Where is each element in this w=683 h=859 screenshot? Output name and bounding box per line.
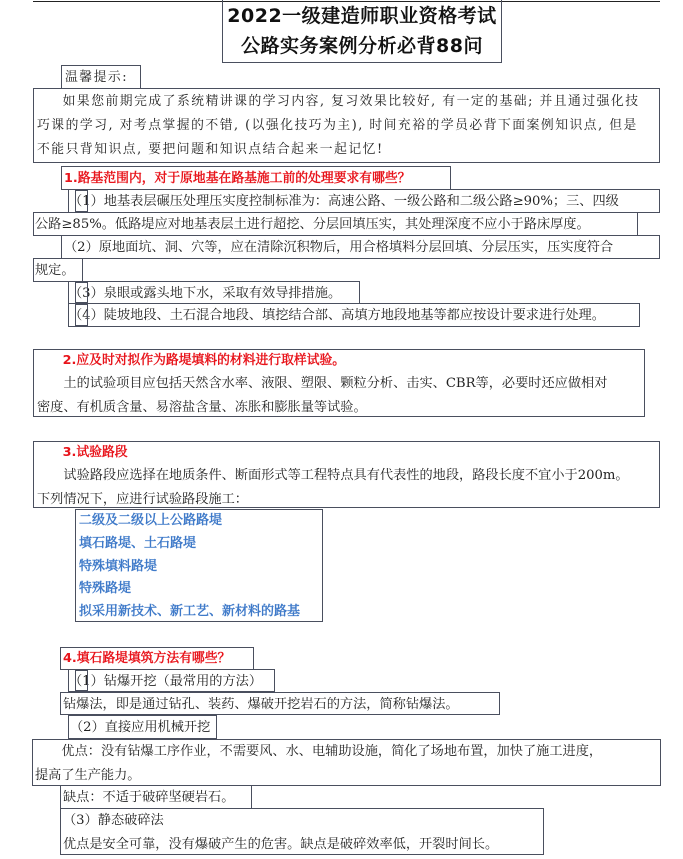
q4-method-3 [60,808,544,855]
document-title [222,0,502,63]
tip-box [33,88,660,163]
q4-method-3-title: （3）静态破碎法 [63,813,164,828]
q4-method-1-desc: 钻爆法，即是通过钻孔、装药、爆破开挖岩石的方法，简称钻爆法。 [60,692,500,715]
q1-item-3-number-box [75,282,88,303]
q1-item-2-line-1: （2）原地面坑、洞、穴等，应在清除沉积物后，用合格填料分层回填、分层压实，压实度符合 [61,235,660,259]
q4-method-1-number-box [75,670,88,691]
q1-item-2-line-2: 规定。 [33,258,83,282]
q3-list-item: 拟采用新技术、新工艺、新材料的路基 [79,604,301,620]
q2-box [33,349,645,417]
q1-heading: 1.路基范围内，对于原地基在路基施工前的处理要求有哪些？ [61,166,451,190]
q4-heading: 4.填石路堤填筑方法有哪些？ [60,647,254,670]
q4-method-2-pros [32,739,661,786]
q1-item-3: （3）泉眼或露头地下水，采取有效导排措施。 [68,281,360,304]
q4-method-2-cons: 缺点：不适于破碎坚硬岩石。 [60,785,252,809]
q4-method-2-title: （2）直接应用机械开挖 [68,715,217,739]
q3-list [75,509,323,622]
q4-method-3-desc: 优点是安全可靠，没有爆破产生的危害。缺点是破碎效率低，开裂时间长。 [63,837,499,852]
q2-line-2: 密度、有机质含量、易溶盐含量、冻胀和膨胀量等试验。 [37,400,367,415]
q1-item-4: （4）陡坡地段、土石混合地段、填挖结合部、高填方地段地基等都应按设计要求进行处理。 [68,303,640,327]
q1-bracket-rule [68,281,76,327]
q4-method-2-pros-line-2: 提高了生产能力。 [35,768,141,783]
q3-box [33,441,660,508]
q4-method-1-title: （1）钻爆开挖（最常用的方法） [68,669,275,692]
tip-line-2: 巧课的学习, 对考点掌握的不错, (以强化技巧为主), 时间充裕的学员必背下面案例知识点, 但是 [37,118,638,133]
q2-heading: 2.应及时对拟作为路堤填料的材料进行取样试验。 [62,353,346,368]
q1-item-4-number-box [75,304,88,326]
tip-line-3: 不能只背知识点, 要把问题和知识点结合起来一起记忆! [37,142,384,157]
tip-label: 温馨提示: [61,65,141,89]
q1-item-1-number-box [75,190,88,212]
title-line-2: 公路实务案例分析必背88问 [241,35,483,57]
q1-item-1-line-1: （1）地基表层碾压处理压实度控制标准为：高速公路、一级公路和二级公路≥90%；三、四级 [68,189,660,213]
q1-item-1-line-2: 公路≥85%。低路堤应对地基表层土进行超挖、分层回填压实，其处理深度不应小于路床厚度。 [33,212,638,236]
q3-list-item: 特殊路堤 [79,581,132,597]
q4-method-2-pros-line-1: 优点：没有钻爆工序作业，不需要风、水、电辅助设施，简化了场地布置，加快了施工进度， [61,744,603,759]
q3-line-2: 下列情况下，应进行试验路段施工： [37,492,248,507]
q3-list-item: 二级及二级以上公路路堤 [79,513,223,528]
tip-line-1: 如果您前期完成了系统精讲课的学习内容, 复习效果比较好, 有一定的基础; 并且通过强化技 [62,94,640,109]
q2-line-1: 土的试验项目应包括天然含水率、液限、塑限、颗粒分析、击实、CBR等，必要时还应做相对 [63,376,608,391]
title-line-1: 2022一级建造师职业资格考试 [227,5,497,27]
q3-heading: 3.试验路段 [62,445,128,460]
q3-line-1: 试验路段应选择在地质条件、断面形式等工程特点具有代表性的地段，路段长度不宜小于200m。 [63,468,629,483]
q3-list-item: 特殊填料路堤 [79,558,158,574]
q3-list-item: 填石路堤、土石路堤 [79,535,197,551]
